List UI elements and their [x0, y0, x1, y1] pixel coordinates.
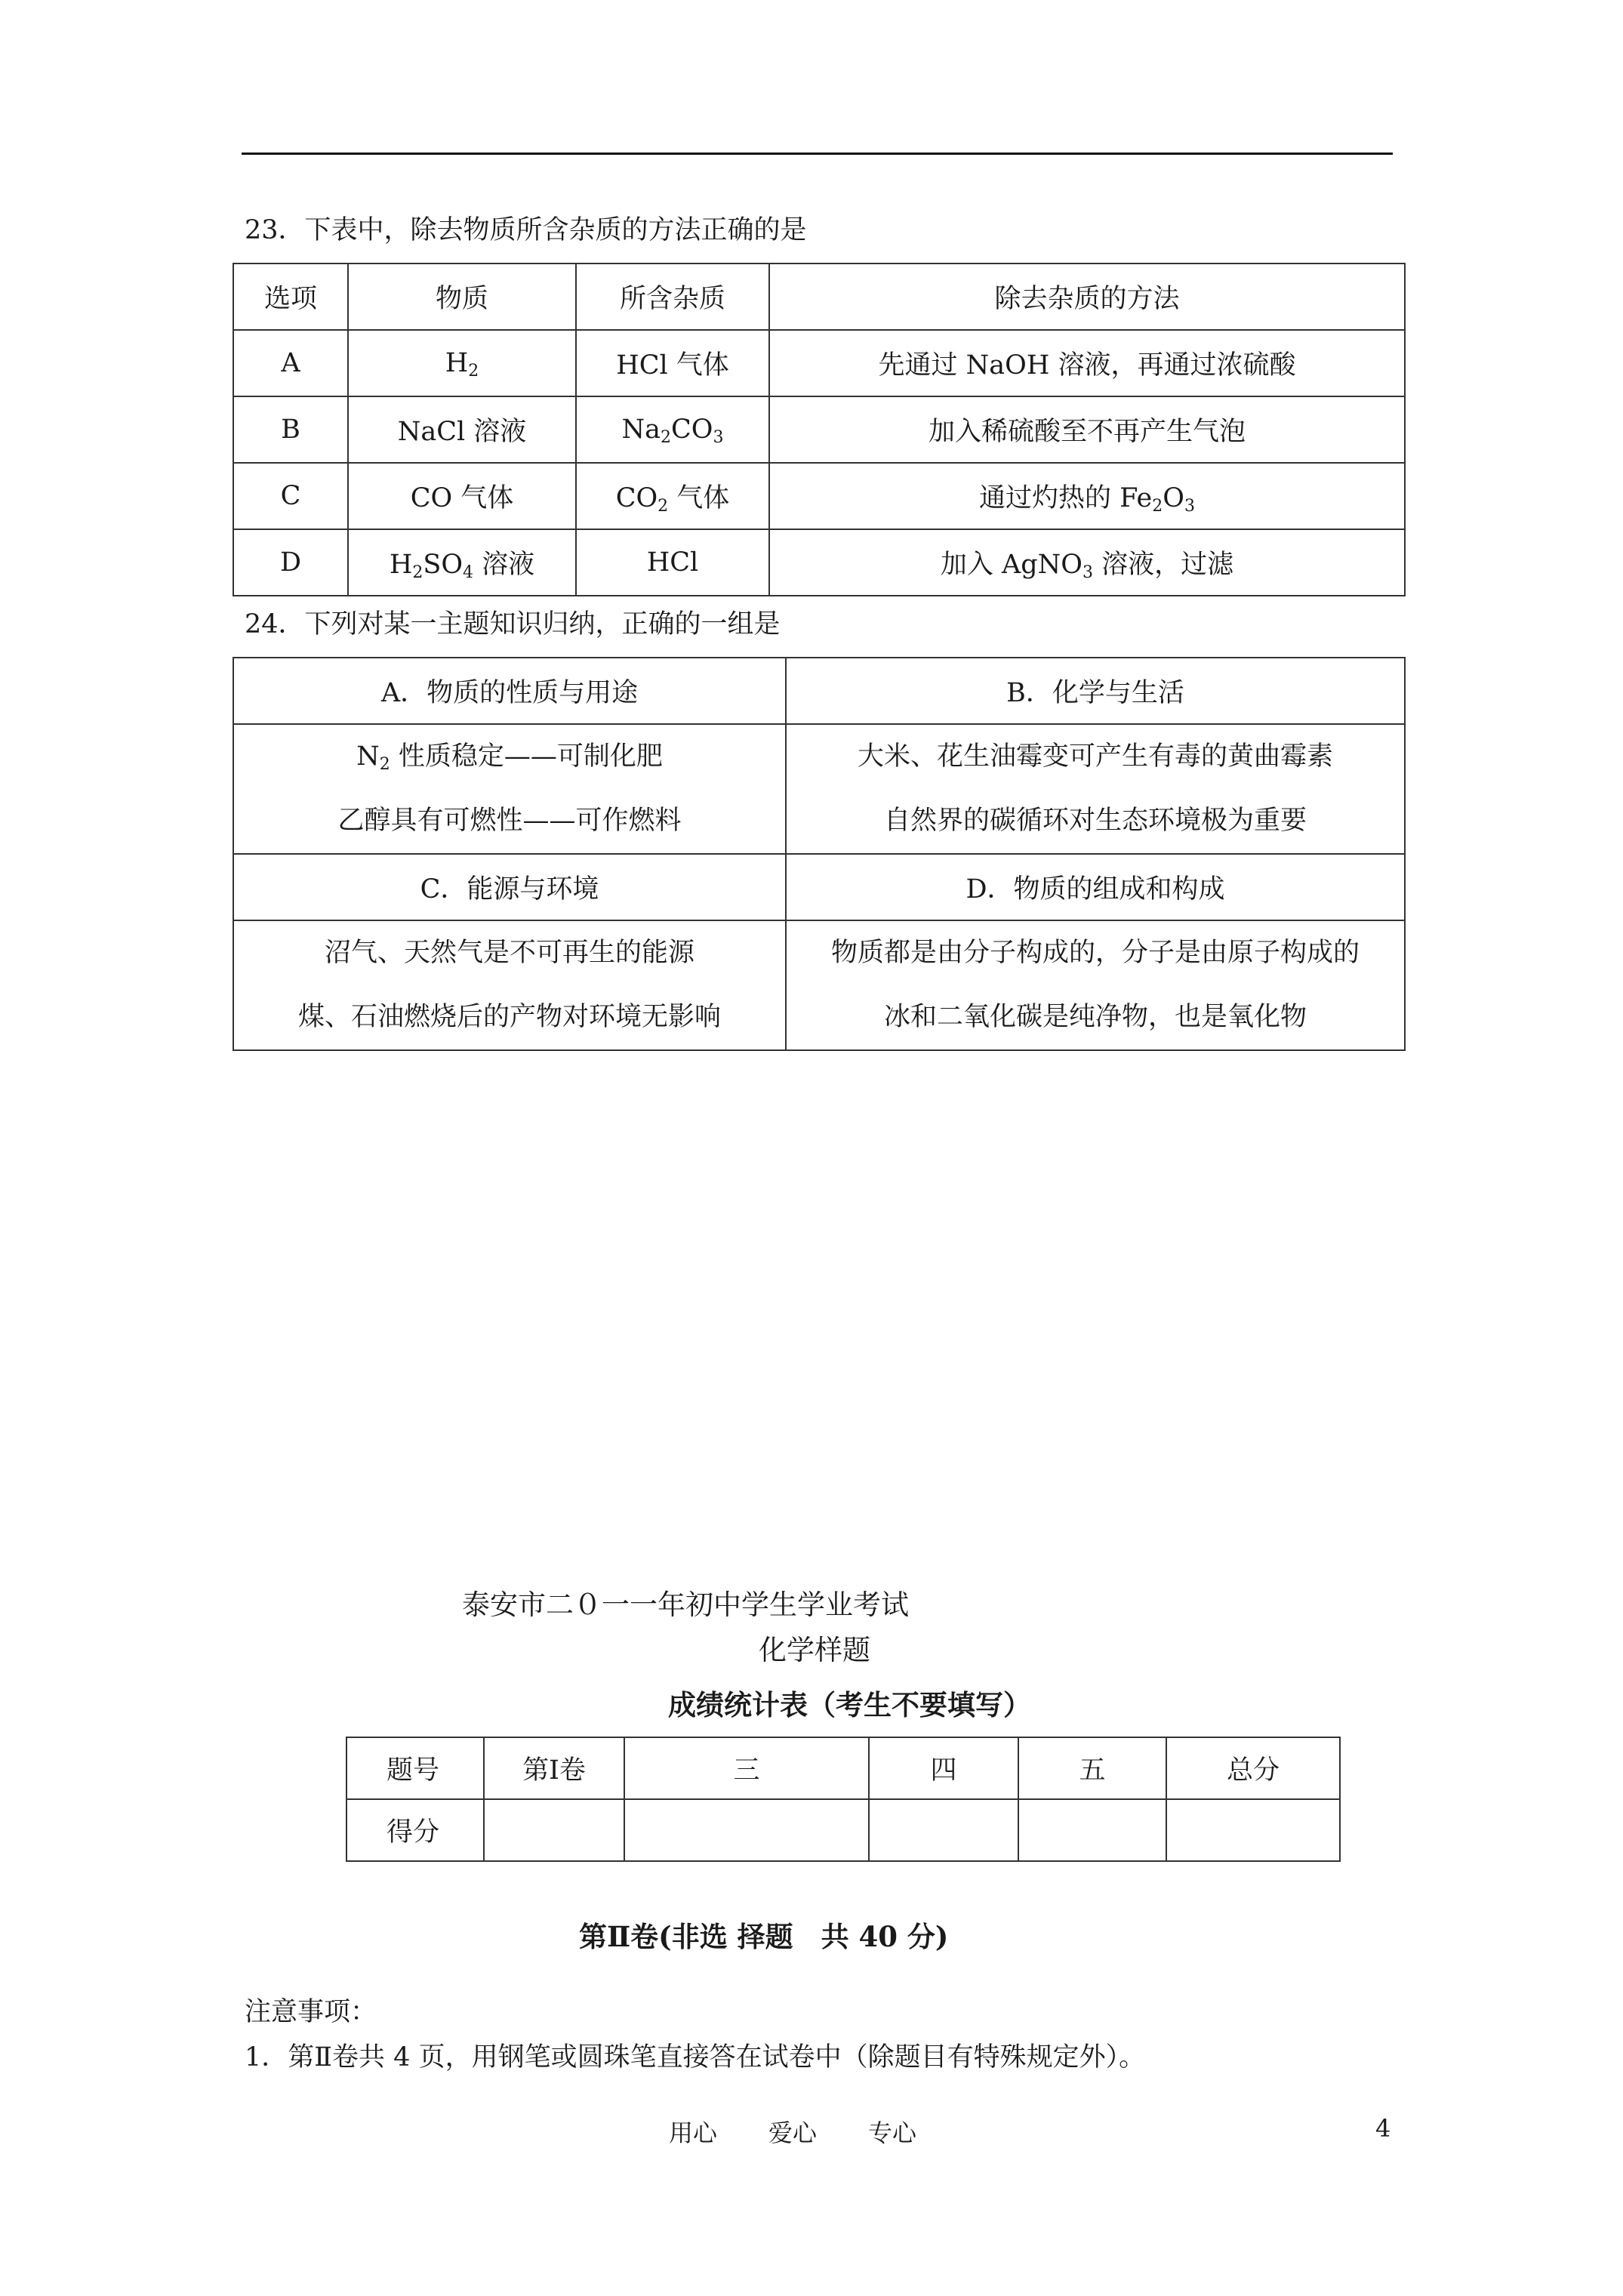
notes-heading: 注意事项：: [245, 1997, 377, 2027]
exam-subtitle: 化学样题: [759, 1634, 870, 1666]
option-cell: C: [233, 463, 348, 529]
table-row: [233, 396, 1405, 463]
score-header-4: 四: [869, 1737, 1018, 1799]
question-23-table: [233, 263, 1406, 596]
impurity-cell: $CO_2$ 气体: [576, 463, 769, 529]
table-header-row: [233, 264, 1405, 330]
method-cell: 加入稀硫酸至不再产生气泡: [769, 396, 1405, 463]
table-row: [346, 1799, 1340, 1861]
option-d-line-1: 物质都是由分子构成的，分子是由原子构成的: [830, 938, 1360, 968]
score-header-question-number: 题号: [346, 1737, 484, 1799]
substance-cell: $H_2SO_4$ 溶液: [348, 529, 576, 596]
header-substance: 物质: [348, 264, 576, 330]
method-cell: 加入 AgNO$_3$ 溶液，过滤: [769, 529, 1405, 596]
score-cell: [1018, 1799, 1166, 1861]
method-cell: 通过灼热的 $Fe_2O_3$: [769, 463, 1405, 529]
option-cell: D: [233, 529, 348, 596]
score-cell: [1166, 1799, 1340, 1861]
header-impurity: 所含杂质: [576, 264, 769, 330]
score-table-title: 成绩统计表（考生不要填写）: [668, 1688, 1031, 1721]
option-d-line-2: 冰和二氧化碳是纯净物，也是氧化物: [883, 1002, 1307, 1032]
score-header-total: 总分: [1166, 1737, 1340, 1799]
impurity-cell: HCl: [576, 529, 769, 596]
option-a-line-1: $N_2$ 性质稳定——可制化肥: [356, 741, 663, 774]
header-rule: [242, 153, 1393, 155]
impurity-cell: $Na_2CO_3$: [576, 396, 769, 463]
table-header-row: [346, 1737, 1340, 1799]
table-row: [233, 658, 1405, 724]
score-header-part-1: 第Ⅰ卷: [484, 1737, 624, 1799]
exam-title: 泰安市二０一一年初中学生学业考试: [462, 1589, 909, 1621]
option-a-line-2: 乙醇具有可燃性——可作燃料: [337, 806, 682, 836]
section-title: 第Ⅱ卷(非选 择题 共 40 分): [579, 1920, 949, 1953]
method-cell: 先通过 NaOH 溶液，再通过浓硫酸: [769, 330, 1405, 396]
score-cell: [484, 1799, 624, 1861]
question-23-prompt: 23．下表中，除去物质所含杂质的方法正确的是: [245, 215, 807, 245]
score-table: [346, 1737, 1341, 1862]
option-d-title: D．物质的组成和构成: [786, 854, 1405, 920]
option-a-title: A．物质的性质与用途: [233, 658, 786, 724]
option-b-title: B．化学与生活: [786, 658, 1405, 724]
option-c-line-2: 煤、石油燃烧后的产物对环境无影响: [297, 1002, 721, 1032]
option-cell: A: [233, 330, 348, 396]
impurity-cell: HCl 气体: [576, 330, 769, 396]
table-row: [233, 920, 1405, 1050]
table-row: [233, 463, 1405, 529]
header-option: 选项: [233, 264, 348, 330]
table-row: [233, 529, 1405, 596]
option-b-content: [786, 724, 1405, 854]
score-cell: [624, 1799, 869, 1861]
option-c-title: C．能源与环境: [233, 854, 786, 920]
question-24-table: [233, 657, 1406, 1051]
footer-motto-2: 爱心: [768, 2119, 818, 2147]
option-c-line-1: 沼气、天然气是不可再生的能源: [324, 938, 694, 968]
note-1: 1．第Ⅱ卷共 4 页，用钢笔或圆珠笔直接答在试卷中（除题目有特殊规定外）。: [245, 2042, 1146, 2073]
header-method: 除去杂质的方法: [769, 264, 1405, 330]
question-24-prompt: 24．下列对某一主题知识归纳，正确的一组是: [245, 609, 781, 639]
footer-motto-3: 专心: [868, 2119, 917, 2147]
option-cell: B: [233, 396, 348, 463]
option-c-content: [233, 920, 786, 1050]
substance-cell: CO 气体: [348, 463, 576, 529]
option-b-line-1: 大米、花生油霉变可产生有毒的黄曲霉素: [857, 741, 1333, 772]
page-number: 4: [1375, 2114, 1391, 2143]
option-a-content: [233, 724, 786, 854]
score-row-label: 得分: [346, 1799, 484, 1861]
option-b-line-2: 自然界的碳循环对生态环境极为重要: [883, 806, 1307, 836]
score-cell: [869, 1799, 1018, 1861]
table-row: [233, 330, 1405, 396]
score-header-3: 三: [624, 1737, 869, 1799]
table-row: [233, 854, 1405, 920]
substance-cell: $H_2$: [348, 330, 576, 396]
option-d-content: [786, 920, 1405, 1050]
substance-cell: NaCl 溶液: [348, 396, 576, 463]
score-header-5: 五: [1018, 1737, 1166, 1799]
footer-motto-1: 用心: [669, 2119, 718, 2147]
table-row: [233, 724, 1405, 854]
